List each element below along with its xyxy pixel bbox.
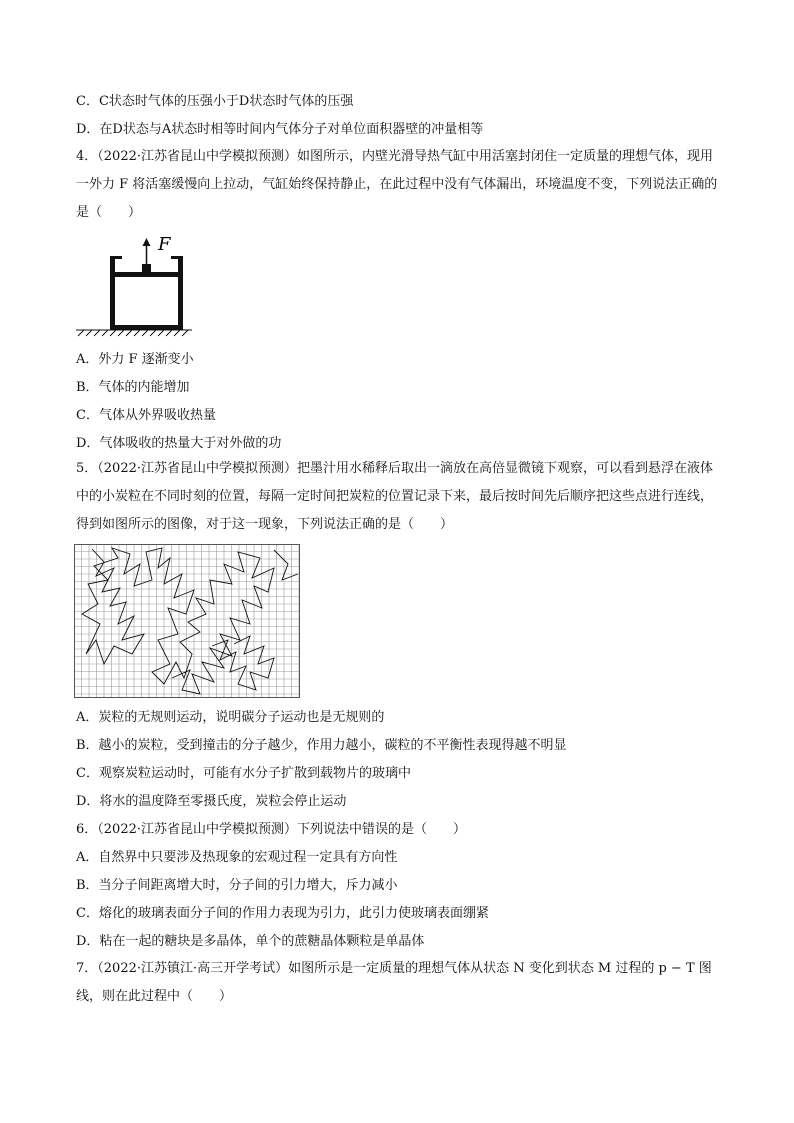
- q4-option-b: B．气体的内能增加: [76, 380, 190, 395]
- q6-option-d: D．粘在一起的糖块是多晶体，单个的蔗糖晶体颗粒是单晶体: [76, 934, 425, 949]
- q4-option-c: C．气体从外界吸收热量: [76, 408, 216, 423]
- q4-option-d: D．气体吸收的热量大于对外做的功: [76, 436, 282, 451]
- q5-option-d: D．将水的温度降至零摄氏度，炭粒会停止运动: [76, 794, 347, 809]
- q6-stem: 6．（2022·江苏省昆山中学模拟预测）下列说法中错误的是（ ）: [76, 822, 466, 837]
- force-label: F: [158, 234, 171, 255]
- q6-option-b: B．当分子间距离增大时，分子间的引力增大，斥力减小: [76, 878, 398, 893]
- q4-stem: 4．（2022·江苏省昆山中学模拟预测）如图所示，内壁光滑导热气缸中用活塞封闭住一定质量的理想气体，现用一外力 F 将活塞缓慢向上拉动，气缸始终保持静止，在此过程中没有气体漏出，环境温度不变，下列说法正确的是（ ）: [76, 149, 718, 220]
- q6-option-a: A．自然界中只要涉及热现象的宏观过程一定具有方向性: [76, 850, 398, 865]
- q4-option-a: A．外力 F 逐渐变小: [76, 352, 194, 367]
- q5-stem: 5．（2022·江苏省昆山中学模拟预测）把墨汁用水稀释后取出一滴放在高倍显微镜下观察，可以看到悬浮在液体中的小炭粒在不同时刻的位置，每隔一定时间把炭粒的位置记录下来，最后按时间先后顺序把这些点进行连线，得到如图所示的图像，对于这一现象，下列说法正确的是（ ）: [76, 461, 714, 532]
- piston-cylinder-figure: [74, 226, 194, 338]
- brownian-motion-figure: [74, 544, 300, 698]
- q3-option-c: C．C状态时气体的压强小于D状态时气体的压强: [76, 94, 354, 109]
- q5-option-b: B．越小的炭粒，受到撞击的分子越少，作用力越小，碳粒的不平衡性表现得越不明显: [76, 738, 567, 753]
- q3-option-d: D．在D状态与A状态时相等时间内气体分子对单位面积器壁的冲量相等: [76, 122, 484, 137]
- q5-option-a: A．炭粒的无规则运动，说明碳分子运动也是无规则的: [76, 710, 385, 725]
- q5-option-c: C．观察炭粒运动时，可能有水分子扩散到载物片的玻璃中: [76, 766, 411, 781]
- q7-stem: 7．（2022·江苏镇江·高三开学考试）如图所示是一定质量的理想气体从状态 N 变化到状态 M 过程的 p − T 图线，则在此过程中（ ）: [76, 961, 712, 1004]
- q6-option-c: C．熔化的玻璃表面分子间的作用力表现为引力，此引力使玻璃表面绷紧: [76, 906, 489, 921]
